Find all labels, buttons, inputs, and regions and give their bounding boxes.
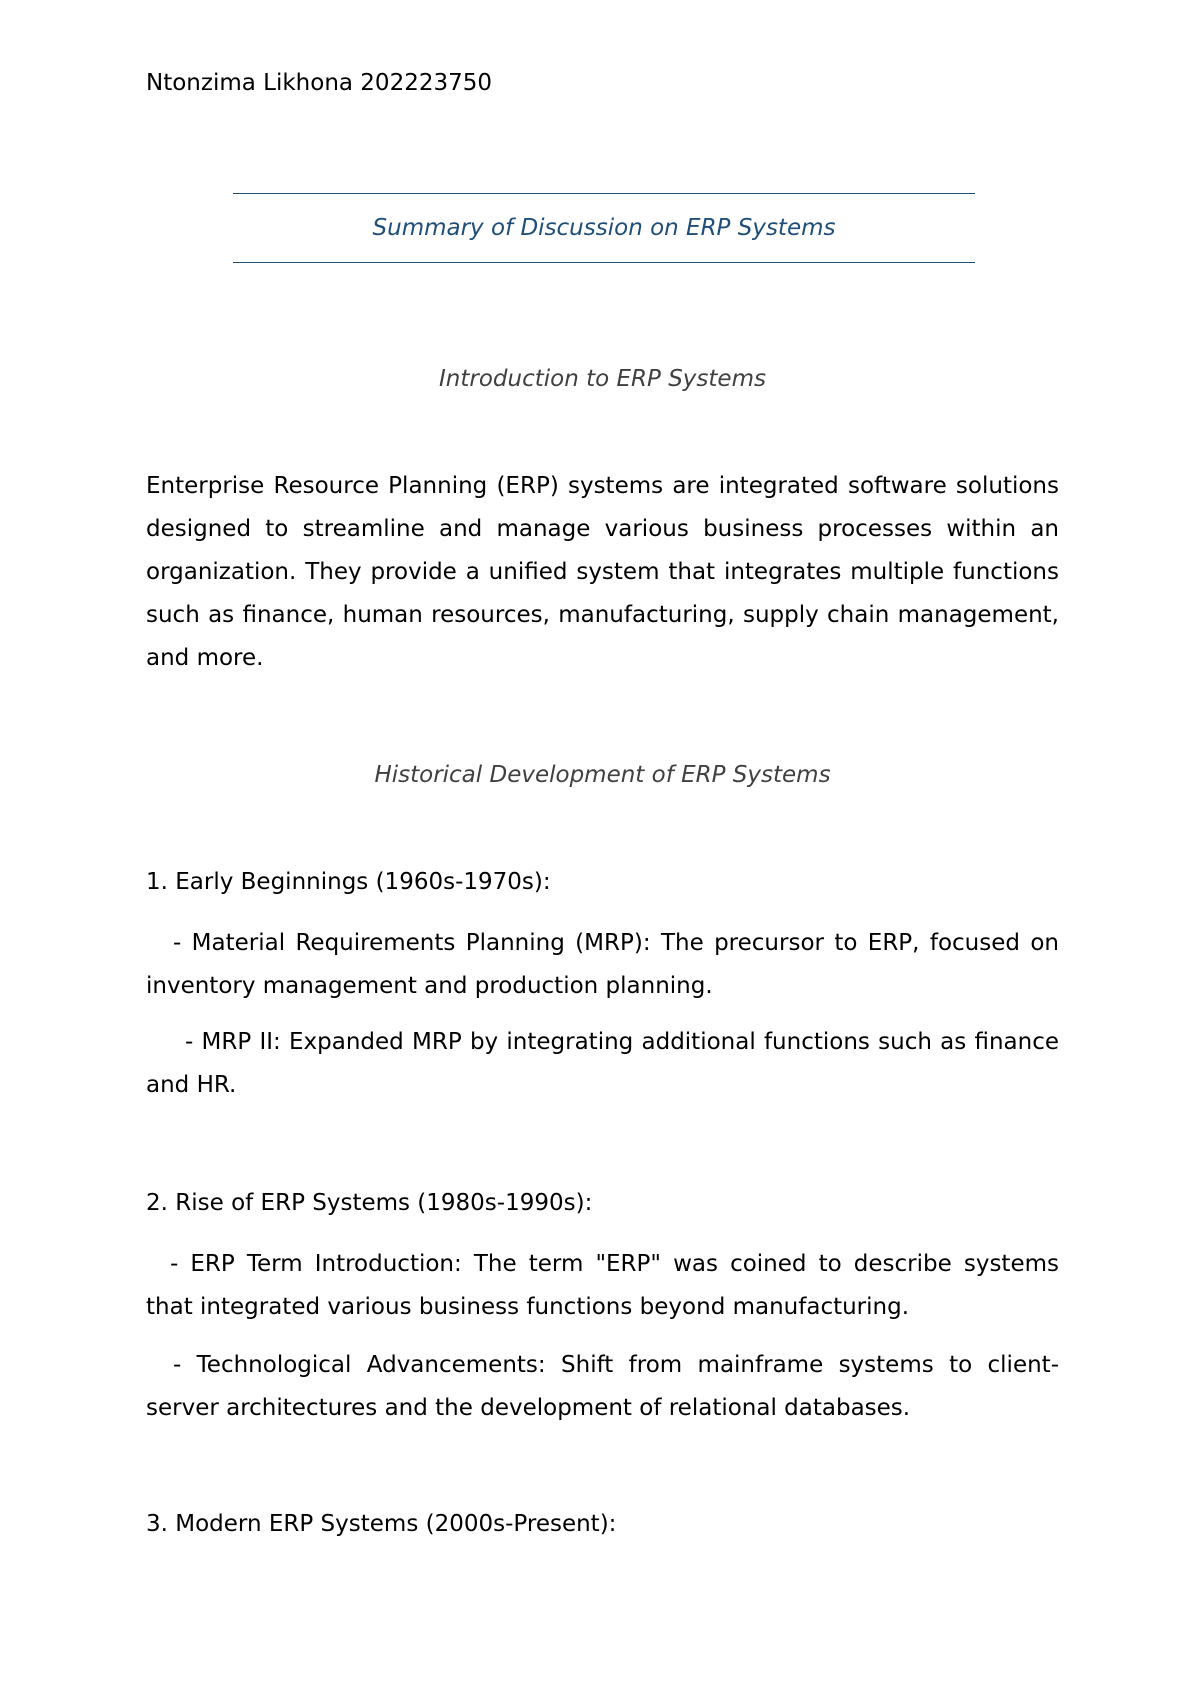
history-item-3-heading: 3. Modern ERP Systems (2000s-Present): (146, 1511, 617, 1537)
history-item-2-heading: 2. Rise of ERP Systems (1980s-1990s): (146, 1190, 593, 1216)
title-top-rule (233, 193, 975, 194)
history-item-2-point-1: - ERP Term Introduction: The term "ERP" was coined to describe systems that integrated various business functions beyond manufacturing. (146, 1251, 1059, 1320)
document-title: Summary of Discussion on ERP Systems (372, 215, 836, 241)
history-item-1-point-2: - MRP II: Expanded MRP by integrating additional functions such as finance and HR. (146, 1029, 1059, 1098)
author-line: Ntonzima Likhona 202223750 (146, 70, 492, 96)
history-item-2-point-2: - Technological Advancements: Shift from mainframe systems to client-server architectures and the development of relational databases. (146, 1352, 1059, 1421)
intro-paragraph: Enterprise Resource Planning (ERP) systems are integrated software solutions designed to streamline and manage various business processes within an organization. They provide a unified system that integrates multiple functions such as finance, human resources, manufacturing, supply chain management, and more. (146, 473, 1059, 671)
history-item-1-heading: 1. Early Beginnings (1960s-1970s): (146, 869, 551, 895)
history-item-1-point-1: - Material Requirements Planning (MRP): The precursor to ERP, focused on inventory management and production planning. (146, 930, 1059, 999)
intro-heading: Introduction to ERP Systems (439, 366, 766, 392)
title-bottom-rule (233, 262, 975, 263)
history-heading: Historical Development of ERP Systems (374, 762, 831, 788)
